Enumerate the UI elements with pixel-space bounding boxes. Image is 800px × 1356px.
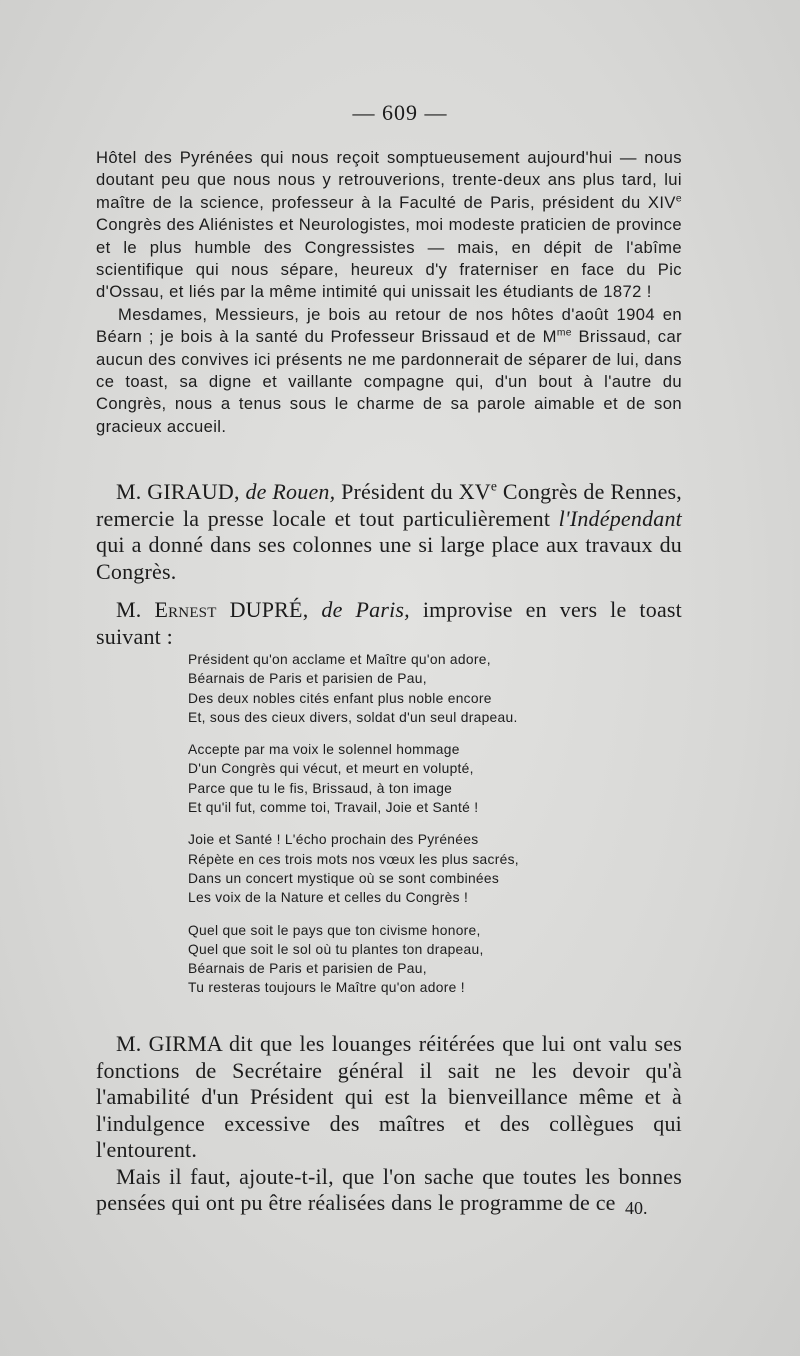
poem-line: D'un Congrès qui vécut, et meurt en volupté,	[188, 761, 474, 777]
poem-line: Répète en ces trois mots nos vœux les plus sacrés,	[188, 851, 519, 867]
poem-line: Les voix de la Nature et celles du Congrès !	[188, 890, 469, 906]
signature-mark: 40.	[625, 1198, 648, 1218]
poem-line: Béarnais de Paris et parisien de Pau,	[188, 671, 427, 687]
poem	[188, 650, 608, 1011]
poem-line: Tu resteras toujours le Maître qu'on adore !	[188, 980, 465, 996]
paragraph-dupre: M. Ernest DUPRÉ, de Paris, improvise en vers le toast suivant :	[96, 597, 682, 649]
poem-line: Quel que soit le sol où tu plantes ton drapeau,	[188, 941, 484, 957]
paragraph-giraud: M. GIRAUD, de Rouen, Président du XVe Congrès de Rennes, remercie la presse locale et tout particulièrement l'Indépendant qui a donné dans ses colonnes une si large place aux travaux du Congrès.	[96, 478, 683, 584]
poem-line: Joie et Santé ! L'écho prochain des Pyrénées	[188, 832, 479, 848]
paragraph-girma-continued: Mais il faut, ajoute-t-il, que l'on sache que toutes les bonnes pensées qui ont pu être réalisées dans le programme de ce	[96, 1163, 682, 1215]
poem-line: Et, sous des cieux divers, soldat d'un seul drapeau.	[188, 709, 518, 725]
poem-line: Béarnais de Paris et parisien de Pau,	[188, 961, 427, 977]
poem-stanza	[188, 921, 608, 998]
paragraph-toast: Mesdames, Messieurs, je bois au retour de nos hôtes d'août 1904 en Béarn ; je bois à la santé du Professeur Brissaud et de $M^{me}$ Brissaud, car aucun des convives ici présents ne me pardonnerait de séparer de lui, dans ce toast, sa digne et vaillante compagne qui, d'un bout à l'autre du Congrès, nous a tenus sous le charme de sa parole aimable et de son gracieux accueil.	[96, 304, 683, 436]
poem-line: Dans un concert mystique où se sont combinées	[188, 870, 500, 886]
poem-stanza	[188, 830, 608, 907]
poem-line: Président qu'on acclame et Maître qu'on adore,	[188, 652, 491, 667]
poem-stanza	[188, 740, 608, 817]
paragraph-hotel: Hôtel des Pyrénées qui nous reçoit somptueusement aujourd'hui — nous doutant peu que nous nous y retrouverions, trente-deux ans plus tard, lui maître de la science, professeur à la Faculté de Paris, président du XIVe Congrès des Aliénistes et Neurologistes, moi modeste praticien de province et le plus humble des Congressistes — mais, en dépit de l'abîme scientifique qui nous sépare, heureux d'y fraterniser en face du Pic d'Ossau, et liés par la même intimité qui unissait les étudiants de 1872 !	[96, 148, 682, 302]
giraud-section	[96, 479, 682, 585]
speech-continuation	[96, 147, 682, 438]
page-number: — 609 —	[352, 100, 448, 125]
girma-section	[96, 1031, 682, 1217]
poem-line: Des deux nobles cités enfant plus noble encore	[188, 690, 492, 706]
poem-line: Et qu'il fut, comme toi, Travail, Joie et Santé !	[188, 800, 479, 816]
paragraph-girma: M. GIRMA dit que les louanges réitérées que lui ont valu ses fonctions de Secrétaire général il sait ne les devoir qu'à l'amabilité d'un Président qui est la bienveillance même et à l'indulgence excessive des maîtres et des collègues qui l'entourent.	[96, 1031, 682, 1162]
poem-line: Parce que tu le fis, Brissaud, à ton image	[188, 780, 453, 796]
dupre-section	[96, 597, 682, 650]
poem-line: Quel que soit le pays que ton civisme honore,	[188, 922, 481, 938]
poem-line: Accepte par ma voix le solennel hommage	[188, 742, 460, 758]
poem-stanza	[188, 650, 608, 727]
